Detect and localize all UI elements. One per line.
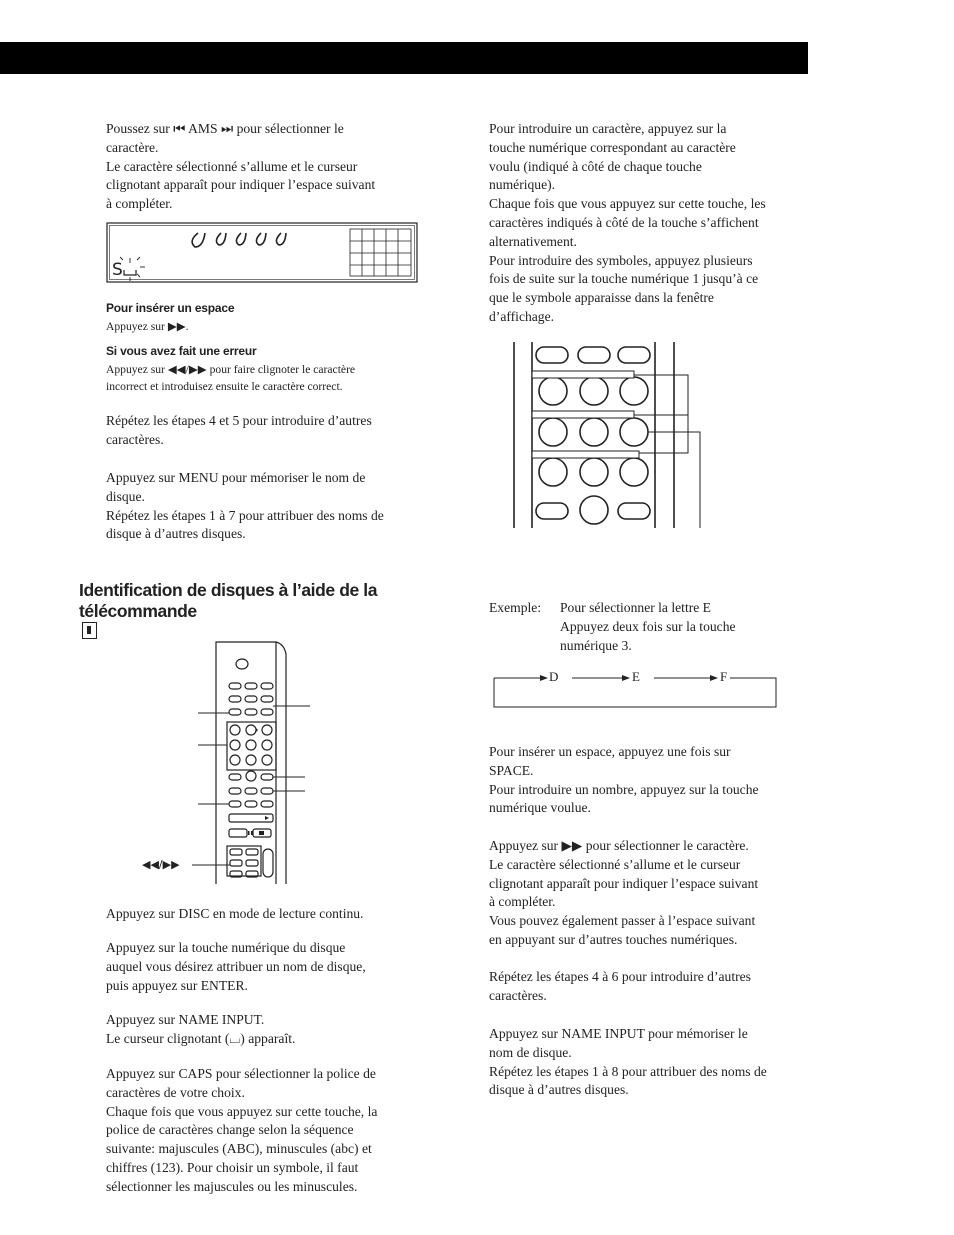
error-text: Appuyez sur ◀◀/▶▶ pour faire clignoter le caractère incorrect et introduisez ensuite le caractère correct.	[106, 363, 356, 393]
space-text: Appuyez sur ▶▶.	[106, 320, 189, 333]
ff-rew-label: ◀◀/▶▶	[142, 858, 180, 871]
step-number: Appuyez sur la touche numérique du disque auquel vous désirez attribuer un nom de disque, puis appuyez sur ENTER.	[106, 940, 366, 993]
repeat-4-5-text: Répétez les étapes 4 et 5 pour introduire d’autres caractères.	[106, 413, 372, 447]
space-subtitle: Pour insérer un espace	[106, 301, 235, 315]
step-caps: Appuyez sur CAPS pour sélectionner la police de caractères de votre choix. Chaque fois que vous appuyez sur cette touche, la police de caractères change selon la séquence suivante: majuscules (ABC), minuscules (abc) et chiffres (123). Pour choisir un symbole, il faut sélectionner les majuscules ou les minuscules.	[106, 1066, 378, 1194]
seq-f: F	[720, 669, 728, 684]
example-text: Pour sélectionner la lettre E Appuyez deux fois sur la touche numérique 3.	[560, 600, 736, 653]
menu-memorize-text: Appuyez sur MENU pour mémoriser le nom de disque. Répétez les étapes 1 à 7 pour attribuer des noms de disque à d’autres disques.	[106, 470, 384, 542]
seq-e: E	[632, 669, 640, 684]
step-name-input: Appuyez sur NAME INPUT. Le curseur clignotant (⌴) apparaît.	[106, 1012, 296, 1046]
example-label: Exemple:	[489, 600, 542, 615]
header-bar	[0, 42, 808, 74]
keypad-illustration	[510, 340, 710, 530]
remote-control-illustration	[190, 636, 320, 886]
ams-step-text: Poussez sur ⏮ AMS ⏭ pour sélectionner le caractère. Le caractère sélectionné s’allume et le curseur clignotant apparaît pour indiquer l’espace suivant à compléter.	[106, 121, 376, 212]
ff-instructions: Appuyez sur ▶▶ pour sélectionner le caractère. Le caractère sélectionné s’allume et le curseur clignotant apparaît pour indiquer l’espace suivant à compléter. Vous pouvez également passer à l’espace suivant en appuyant sur d’autres touches numériques.	[489, 838, 759, 947]
display-panel-illustration	[106, 222, 418, 284]
section-heading: Identification de disques à l’aide de la télécommande	[79, 580, 377, 639]
svg-text:S: S	[112, 260, 123, 280]
intro-text: Pour introduire un caractère, appuyez sur la touche numérique correspondant au caractère voulu (indiqué à côté de chaque touche numérique). Chaque fois que vous appuyez sur cette touche, les caractères indiqués à côté de la touche s’affichent alternativement. Pour introduire des symboles, appuyez plusieurs fois de suite sur la touche numérique 1 jusqu’à ce que le symbole apparaisse dans la fenêtre d’affichage.	[489, 121, 766, 324]
space-instructions: Pour insérer un espace, appuyez une fois sur SPACE. Pour introduire un nombre, appuyez sur la touche numérique voulue.	[489, 744, 759, 816]
repeat-4-6-text: Répétez les étapes 4 à 6 pour introduire d’autres caractères.	[489, 969, 751, 1003]
name-memorize-text: Appuyez sur NAME INPUT pour mémoriser le nom de disque. Répétez les étapes 1 à 8 pour attribuer des noms de disque à d’autres disques.	[489, 1026, 767, 1098]
remote-icon	[82, 622, 97, 639]
step-disc: Appuyez sur DISC en mode de lecture continu.	[106, 906, 364, 921]
seq-d: D	[549, 669, 559, 684]
error-subtitle: Si vous avez fait une erreur	[106, 344, 257, 358]
